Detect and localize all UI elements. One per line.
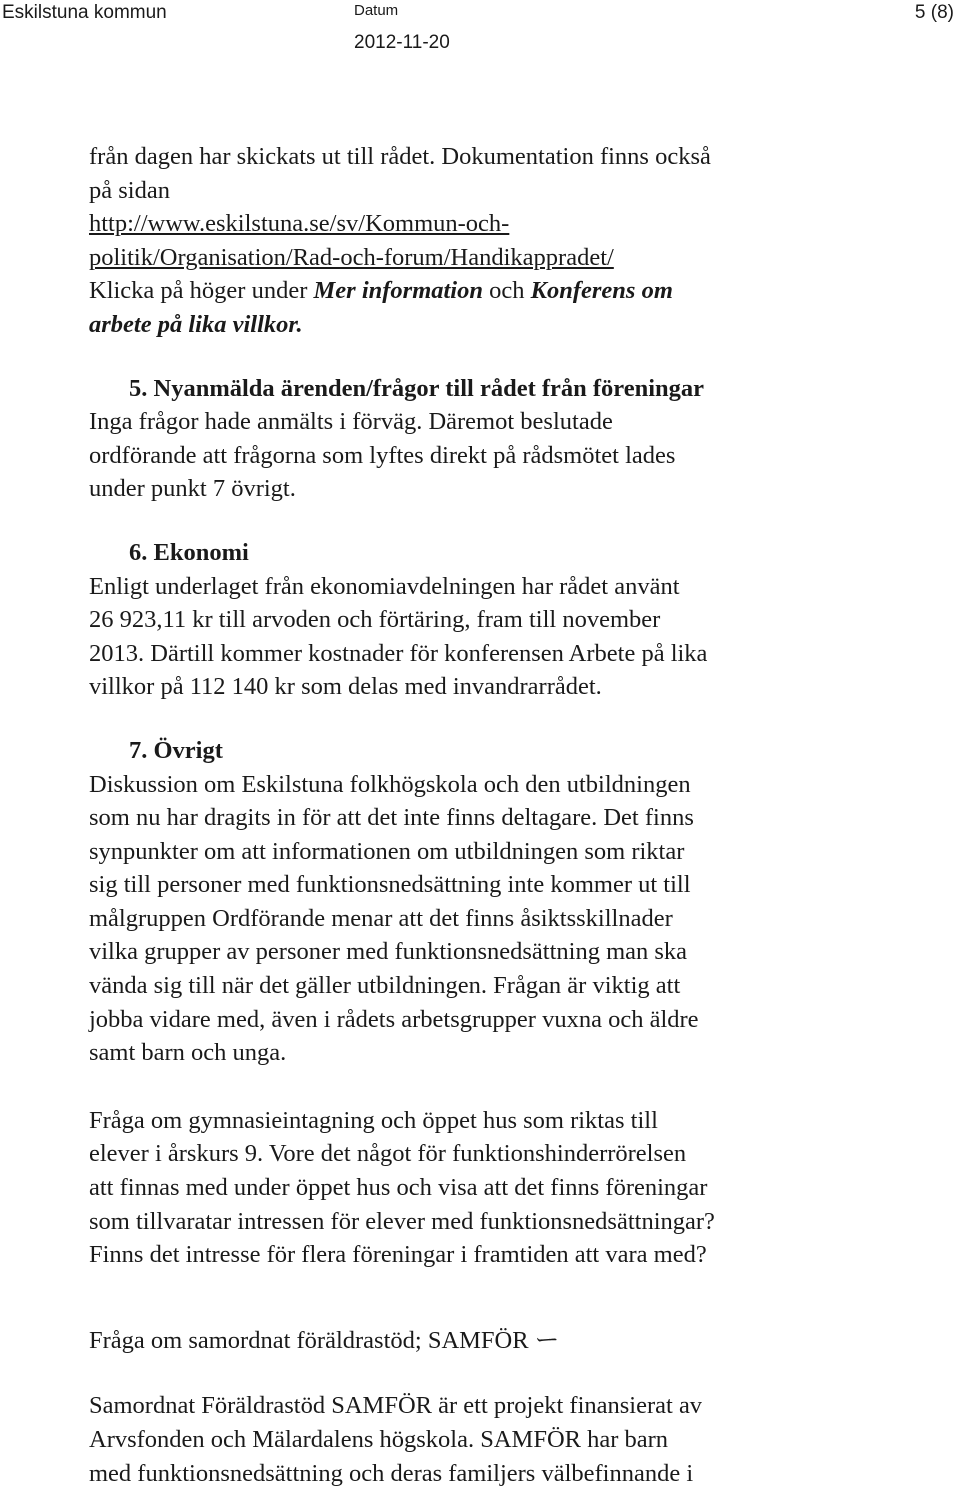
gymnasium-paragraph-line: som tillvaratar intressen för elever med funktionsnedsättningar? [89,1207,715,1235]
page-number: 5 (8) [914,2,954,23]
samfor-paragraph-line: Arvsfonden och Mälardalens högskola. SAMFÖR har barn [89,1426,669,1453]
emphasis-conference: Konferens om [530,277,673,305]
section-6-line: Enligt underlaget från ekonomiavdelningen har rådet använt [89,572,680,600]
intro-line: på sidan [89,176,170,204]
date-label: Datum [354,2,399,19]
intro-link-line [89,207,949,241]
section-6-line: 26 923,11 kr till arvoden och förtäring, fram till november [89,606,661,634]
section-7-line: vilka grupper av personer med funktionsnedsättning man ska [89,938,688,966]
document-body [89,140,949,1490]
gymnasium-paragraph-line: att finnas med under öppet hus och visa att det finns föreningar [89,1174,708,1202]
samfor-paragraph-line: Samordnat Föräldrastöd SAMFÖR är ett projekt finansierat av [89,1392,703,1420]
website-link[interactable]: http://www.eskilstuna.se/sv/Kommun-och- [89,210,510,238]
section-6-heading: 6. Ekonomi [129,538,249,566]
section-7-line: synpunkter om att informationen om utbildningen som riktar [89,837,685,865]
section-7-line: målgruppen Ordförande menar att det finns åsiktsskillnader [89,904,673,932]
section-7-line: vända sig till när det gäller utbildningen. Frågan är viktig att [89,972,681,1000]
intro-link-line [89,241,949,275]
page-header [0,0,960,60]
organization-name: Eskilstuna kommun [2,2,167,23]
section-6-line: 2013. Därtill kommer kostnader för konferensen Arbete på lika [89,639,708,667]
intro-line: från dagen har skickats ut till rådet. Dokumentation finns också [89,143,711,170]
samfor-paragraph-line: med funktionsnedsättning och deras familjers välbefinnande i [89,1459,694,1487]
section-7-line: Diskussion om Eskilstuna folkhögskola och den utbildningen [89,770,691,798]
emphasis-conference-continued: arbete på lika villkor. [89,310,303,338]
section-7-line: jobba vidare med, även i rådets arbetsgrupper vuxna och äldre [89,1005,699,1033]
samfor-question: Fråga om samordnat föräldrastöd; SAMFÖR ー [89,1326,560,1354]
intro-text: och [483,277,531,305]
section-5-line: under punkt 7 övrigt. [89,475,296,503]
section-6-line: villkor på 112 140 kr som delas med invandrarrådet. [89,673,602,701]
section-7-heading: 7. Övrigt [129,736,223,764]
gymnasium-paragraph-line: Fråga om gymnasieintagning och öppet hus som riktas till [89,1106,658,1134]
gymnasium-paragraph-line: Finns det intresse för flera föreningar i framtiden att vara med? [89,1241,707,1269]
section-7-line: samt barn och unga. [89,1039,287,1067]
gymnasium-paragraph-line: elever i årskurs 9. Vore det något för funktionshinderrörelsen [89,1140,687,1168]
section-7-line: som nu har dragits in för att det inte finns deltagare. Det finns [89,804,694,832]
section-5-heading: 5. Nyanmälda ärenden/frågor till rådet från föreningar [129,374,705,402]
intro-text: Klicka på höger under [89,277,314,305]
emphasis-more-info: Mer information [313,277,483,305]
section-5-line: Inga frågor hade anmälts i förväg. Däremot beslutade [89,408,613,436]
section-7-line: sig till personer med funktionsnedsättning inte kommer ut till [89,871,691,899]
document-date: 2012-11-20 [354,32,450,53]
intro-line [89,274,949,308]
website-link-continued[interactable]: politik/Organisation/Rad-och-forum/Handikappradet/ [89,243,614,271]
section-5-line: ordförande att frågorna som lyftes direkt på rådsmötet lades [89,441,676,469]
